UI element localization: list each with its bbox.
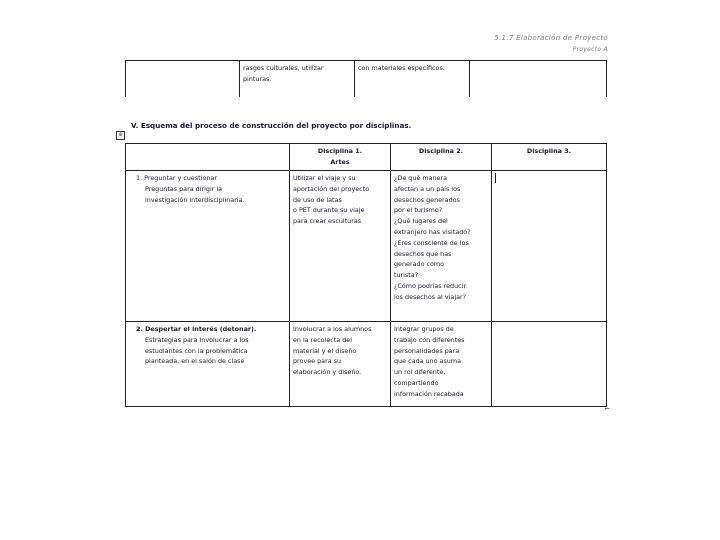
disciplines-table: [125, 143, 607, 407]
cell-line: en la recolecta del: [293, 335, 353, 344]
cell-line: extranjero has visitado?: [394, 227, 471, 236]
row1-discipline-2-cell: [391, 171, 492, 322]
header-text: Disciplina 3.: [526, 147, 572, 155]
cell-line: rasgos culturales, utilizar: [243, 64, 324, 72]
top-cell-4: [470, 61, 607, 98]
cell-line: afectan a un país los: [394, 184, 461, 193]
document-header-subtitle: Proyecto A: [572, 46, 608, 53]
cell-line: Integrar grupos de: [394, 325, 454, 333]
cell-line: o PET durante su viaje: [293, 206, 365, 215]
cell-line: planteada, en el salón de clase: [145, 357, 245, 366]
text-cursor: [495, 173, 496, 183]
cell-line: desechos que has: [394, 249, 452, 258]
cell-line: turista?: [394, 271, 419, 280]
cell-line: trabajo con diferentes: [394, 335, 465, 344]
header-discipline-2: [391, 144, 492, 171]
row1-discipline-1-cell: [290, 171, 391, 322]
cell-line: Preguntas para dirigir la: [145, 184, 223, 193]
cell-line: 1. Preguntar y cuestionar: [136, 174, 217, 182]
cell-line: Estrategias para involucrar a los: [145, 335, 249, 344]
cell-line: pinturas.: [243, 74, 272, 83]
cell-line: compartiendo: [394, 378, 439, 387]
table-row: [126, 322, 607, 407]
top-cell-2: [240, 61, 355, 98]
cell-line: generado como: [394, 260, 445, 269]
cell-line: investigación interdisciplinaria.: [145, 195, 245, 204]
cell-line: con materiales específicos.: [358, 64, 445, 72]
cell-line: material y el diseño: [293, 346, 357, 355]
cell-line: un rol diferente,: [394, 368, 446, 377]
row2-discipline-1-cell: [290, 322, 391, 407]
cell-line: para crear esculturas: [293, 217, 362, 226]
cell-line: aportación del proyecto: [293, 184, 370, 193]
document-header-title: 5.1.7 Elaboración de Proyecto: [494, 34, 608, 42]
cell-line: Utilizar el viaje y su: [293, 174, 356, 182]
cell-line: que cada uno asuma: [394, 357, 461, 366]
cell-line: provee para su: [293, 357, 342, 366]
cell-line: por el turismo?: [394, 206, 443, 215]
table-move-handle-icon[interactable]: ⊕: [116, 131, 125, 140]
row1-step-cell: [126, 171, 290, 322]
cell-line: de uso de latas: [293, 195, 342, 204]
cell-line: estudiantes con la problemática: [145, 346, 248, 355]
header-empty-cell: [126, 144, 290, 171]
previous-table-continuation: [125, 60, 607, 97]
cell-line: 2. Despertar el interés (detonar).: [136, 325, 257, 333]
header-text: Disciplina 2.: [418, 147, 464, 155]
header-text: Artes: [330, 157, 350, 166]
top-cell-3: [355, 61, 470, 98]
end-of-table-mark: ⌐: [604, 405, 610, 413]
row2-discipline-2-cell: [391, 322, 492, 407]
cell-line: elaboración y diseño.: [293, 368, 362, 377]
row1-discipline-3-cell[interactable]: [492, 171, 607, 322]
section-title: V. Esquema del proceso de construcción del proyecto por disciplinas.: [131, 121, 412, 130]
cell-line: ¿Eres consciente de los: [394, 238, 469, 247]
table-header-row: [126, 144, 607, 171]
top-cell-1: [126, 61, 240, 98]
cell-line: ¿Cómo podrías reducir: [394, 281, 467, 290]
header-discipline-1: [290, 144, 391, 171]
row2-discipline-3-cell: [492, 322, 607, 407]
cell-line: los desechos al viajar?: [394, 292, 467, 301]
row2-step-cell: [126, 322, 290, 407]
cell-line: desechos generados: [394, 195, 460, 204]
cell-line: información recabada: [394, 389, 464, 398]
cell-line: ¿Qué lugares del: [394, 217, 448, 226]
cell-line: Involucrar a los alumnos: [293, 325, 372, 333]
table-row: [126, 171, 607, 322]
cell-line: ¿De qué manera: [394, 174, 448, 182]
header-text: Disciplina 1.: [317, 147, 363, 155]
header-discipline-3: [492, 144, 607, 171]
cell-line: personalidades para: [394, 346, 460, 355]
